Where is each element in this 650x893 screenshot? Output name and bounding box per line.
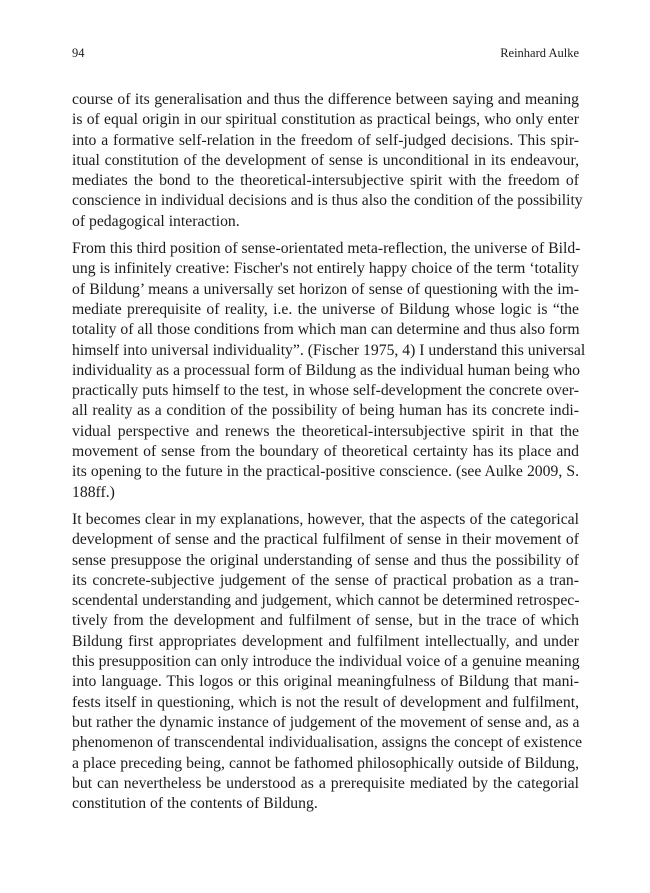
text-line: of Bildung’ means a universally set horizon of sense of questioning with the im- xyxy=(72,280,579,298)
text-line: phenomenon of transcendental individualisation, assigns the concept of existence xyxy=(72,734,583,752)
text-line: himself into universal individuality”. (Fischer 1975, 4) I understand this universal xyxy=(72,341,586,359)
text-line: It becomes clear in my explanations, however, that the aspects of the categorical xyxy=(72,510,579,528)
text-line: a place preceding being, cannot be fathomed philosophically outside of Bildung, xyxy=(72,754,579,772)
text-line: of pedagogical interaction. xyxy=(72,212,240,230)
running-head xyxy=(72,44,579,62)
page-number: 94 xyxy=(72,46,85,60)
text-line: scendental understanding and judgement, which cannot be determined retrospec- xyxy=(72,592,580,610)
text-line: all reality as a condition of the possibility of being human has its concrete indi- xyxy=(72,402,579,420)
text-line: Bildung first appropriates development and fulfilment intellectually, and under xyxy=(72,632,579,650)
text-line: individuality as a processual form of Bildung as the individual human being who xyxy=(72,361,581,379)
paragraph xyxy=(72,239,586,503)
text-line: but rather the dynamic instance of judgement of the movement of sense and, as a xyxy=(72,713,580,731)
text-line: 188ff.) xyxy=(72,483,115,501)
text-line: ung is infinitely creative: Fischer's not entirely happy choice of the term ‘totality xyxy=(72,260,579,278)
paragraph xyxy=(72,90,583,232)
text-line: course of its generalisation and thus the difference between saying and meaning xyxy=(72,91,579,108)
running-head-author: Reinhard Aulke xyxy=(500,46,579,60)
text-line: conscience in individual decisions and is thus also the condition of the possibility xyxy=(72,192,583,210)
text-line: vidual perspective and renews the theoretical-intersubjective spirit in that the xyxy=(72,422,579,440)
text-line: sense presuppose the original understanding of sense and thus the possibility of xyxy=(72,551,579,569)
text-line: is of equal origin in our spiritual constitution as practical beings, who only enter xyxy=(72,111,579,129)
text-line: movement of sense from the boundary of theoretical certainty has its place and xyxy=(72,443,579,461)
text-line: this presupposition can only introduce the individual voice of a genuine meaning xyxy=(72,653,580,671)
text-line: practically puts himself to the test, in whose self-development the concrete over- xyxy=(72,382,579,400)
text-line: From this third position of sense-orientated meta-reflection, the universe of Bild- xyxy=(72,240,581,258)
text-line: mediate prerequisite of reality, i.e. the universe of Bildung whose logic is “the xyxy=(72,300,579,318)
paragraph xyxy=(72,510,583,814)
paragraph-gap xyxy=(72,232,579,239)
text-line: itual constitution of the development of sense is unconditional in its endeavour, xyxy=(72,151,579,169)
body-text xyxy=(72,90,586,814)
text-line: fests itself in questioning, which is not the result of development and fulfilment, xyxy=(72,693,579,711)
text-line: mediates the bond to the theoretical-intersubjective spirit with the freedom of xyxy=(72,172,579,190)
paragraph-gap xyxy=(72,503,579,510)
text-line: development of sense and the practical fulfilment of sense in their movement of xyxy=(72,531,579,549)
text-line: totality of all those conditions from which man can determine and thus also form xyxy=(72,321,580,339)
text-line: into a formative self-relation in the freedom of self-judged decisions. This spir- xyxy=(72,131,579,149)
text-line: its concrete-subjective judgement of the sense of practical probation as a tran- xyxy=(72,571,579,589)
text-line: tively from the development and fulfilment of sense, but in the trace of which xyxy=(72,612,579,630)
text-line: constitution of the contents of Bildung. xyxy=(72,795,318,813)
text-line: into language. This logos or this original meaningfulness of Bildung that mani- xyxy=(72,673,579,691)
text-line: its opening to the future in the practical-positive conscience. (see Aulke 2009, S. xyxy=(72,463,579,481)
text-line: but can nevertheless be understood as a prerequisite mediated by the categorial xyxy=(72,774,579,792)
